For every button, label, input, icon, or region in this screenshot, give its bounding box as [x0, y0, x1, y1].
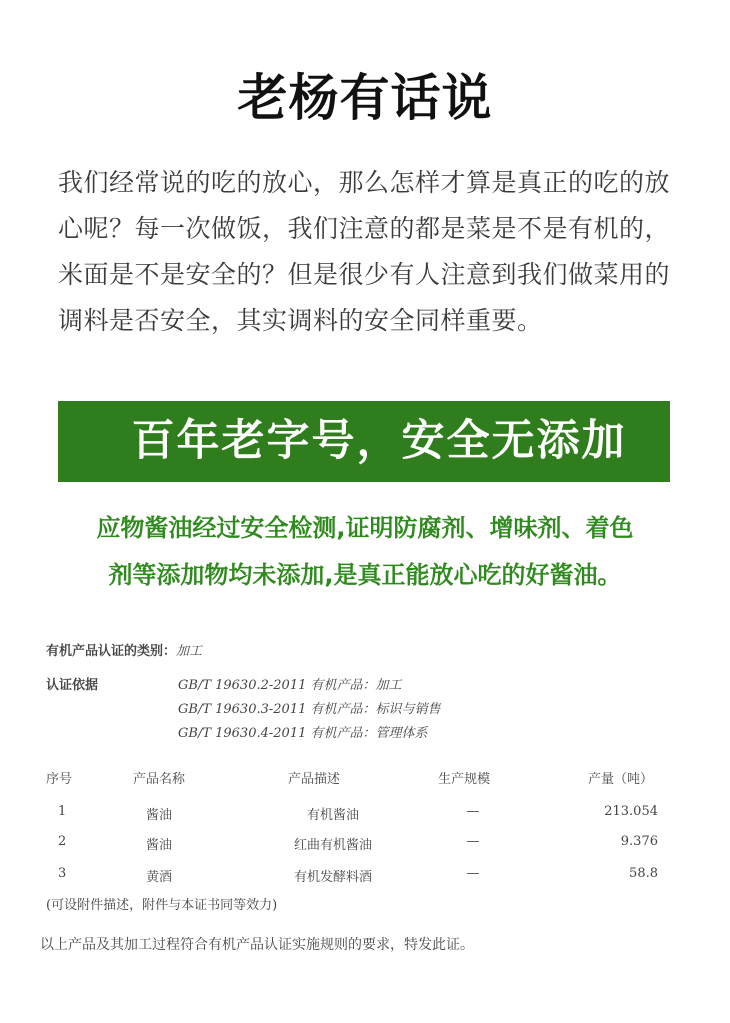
row-index: 2 [58, 834, 67, 849]
row-index: 3 [58, 866, 67, 881]
table-header-description: 产品描述 [288, 772, 341, 787]
table-header-output: 产量（吨） [588, 772, 654, 787]
certificate-category [46, 640, 202, 659]
safety-statement [40, 505, 690, 599]
row-output: 9.376 [620, 834, 658, 849]
intro-paragraph: 我们经常说的吃的放心，那么怎样才算是真正的吃的放心呢？每一次做饭，我们注意的都是菜是不是有机的，米面是不是安全的？但是很少有人注意到我们做菜用的调料是否安全，其实调料的安全同样重要。 [58, 168, 671, 335]
row-scale: — [466, 804, 480, 819]
table-header-scale: 生产规模 [438, 772, 491, 787]
row-scale: — [466, 834, 480, 849]
row-product-name: 黄酒 [146, 870, 173, 885]
row-description: 红曲有机酱油 [293, 838, 372, 853]
banner [58, 401, 670, 482]
page-title: 老杨有话说 [237, 69, 493, 127]
safety-statement-line-2: 剂等添加物均未添加,是真正能放心吃的好酱油。 [108, 561, 622, 589]
certificate-category-label: 有机产品认证的类别： [46, 644, 177, 659]
table-header-name: 产品名称 [133, 772, 186, 787]
certificate-basis-label: 认证依据 [46, 678, 99, 693]
certificate-footer: 以上产品及其加工过程符合有机产品认证实施规则的要求，特发此证。 [40, 937, 474, 953]
basis-item: GB/T 19630.3-2011 有机产品：标识与销售 [178, 702, 441, 717]
certificate-note: (可设附件描述，附件与本证书同等效力) [46, 898, 278, 913]
row-scale: — [466, 866, 480, 881]
row-product-name: 酱油 [146, 838, 173, 853]
row-output: 213.054 [604, 804, 658, 819]
row-index: 1 [58, 804, 67, 819]
basis-item: GB/T 19630.4-2011 有机产品：管理体系 [178, 726, 428, 741]
row-description: 有机酱油 [306, 808, 359, 823]
certificate-category-value: 加工 [176, 644, 203, 659]
safety-statement-line-1: 应物酱油经过安全检测,证明防腐剂、增味剂、着色 [96, 514, 634, 542]
table-header-index: 序号 [46, 772, 73, 787]
basis-item: GB/T 19630.2-2011 有机产品：加工 [178, 678, 402, 693]
row-output: 58.8 [629, 866, 658, 881]
row-description: 有机发酵料酒 [293, 870, 372, 885]
row-product-name: 酱油 [146, 808, 173, 823]
banner-text: 百年老字号，安全无添加 [131, 416, 627, 466]
